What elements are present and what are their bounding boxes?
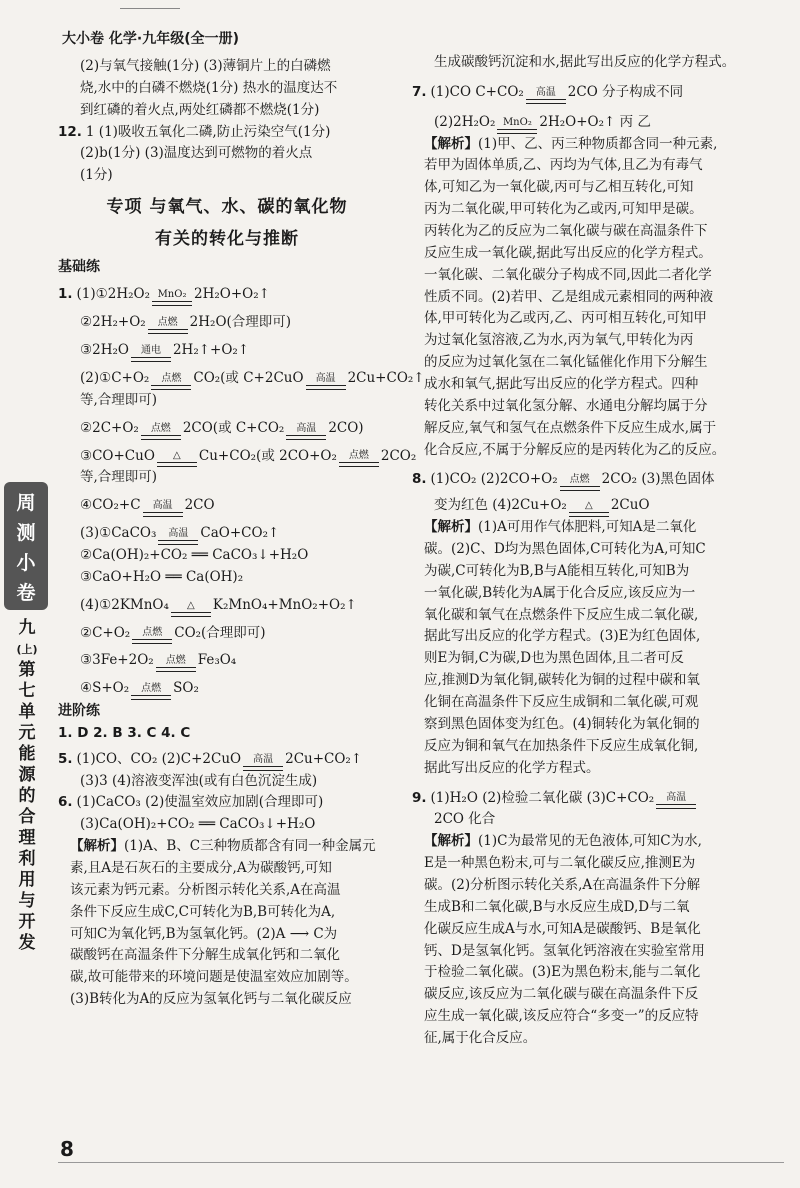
side-char: 第 xyxy=(18,660,36,680)
text-line: 等,合理即可) xyxy=(80,469,158,486)
question-number: 7. xyxy=(412,83,427,100)
reactants: (4)①2KMnO₄ xyxy=(80,596,169,613)
text-line: 一氧化碳、二氧化碳分子构成不同,因此二者化学 xyxy=(424,266,712,283)
text-line: (1)A、B、C三种物质都含有同一种金属元 xyxy=(124,838,376,855)
text-line: 氧化碳和氧气在点燃条件下反应生成二氧化碳, xyxy=(424,606,699,623)
products: 2Cu+CO₂↑ xyxy=(285,750,363,767)
section-title: 专项 与氧气、水、碳的氧化物 xyxy=(106,197,348,218)
products: 2CO₂ (3)黑色固体 xyxy=(601,471,715,488)
text-line: 体,可知乙为一氧化碳,丙可与乙相互转化,可知 xyxy=(424,179,694,196)
equation-line xyxy=(58,623,396,645)
products: 2Cu+CO₂↑ xyxy=(347,370,425,386)
equation-line xyxy=(58,678,396,700)
condition: 点燃 xyxy=(132,628,172,640)
condition: △ xyxy=(569,501,609,513)
equation-line xyxy=(412,82,784,104)
text-line: (1)A可用作气体肥料,可知A是二氧化 xyxy=(478,519,697,536)
side-char: 的 xyxy=(18,786,36,806)
text-line: 反应生成一氧化碳,据此写出反应的化学方程式。 xyxy=(424,244,712,261)
condition: 高温 xyxy=(286,424,326,436)
text-line: (2)与氧气接触(1分) (3)薄铜片上的白磷燃 xyxy=(80,58,331,74)
side-char: 九 xyxy=(18,618,36,638)
text-line: (1分) xyxy=(80,167,113,184)
condition: 高温 xyxy=(526,88,566,100)
reactants: ④CO₂+C xyxy=(80,497,141,514)
text-line: 2CO 化合 xyxy=(434,811,496,828)
text-line: 碳酸钙在高温条件下分解生成氧化钙和二氧化 xyxy=(70,947,340,964)
reactants: (1)H₂O (2)检验二氧化碳 (3)C+CO₂ xyxy=(430,789,655,806)
question-number: 8. xyxy=(412,471,427,488)
text-line: 反应为铜和氧气在加热条件下反应生成氧化铜, xyxy=(424,737,699,754)
equation-line xyxy=(58,495,396,517)
text-line: 烧,水中的白磷不燃烧(1分) 热水的温度达不 xyxy=(80,79,338,96)
text-line: 应生成一氧化碳,该反应符合“多变一”的反应特 xyxy=(424,1008,699,1025)
side-char: 元 xyxy=(18,723,36,743)
reactants: ③CO+CuO xyxy=(80,447,155,464)
reactants: ②2C+O₂ xyxy=(80,419,139,436)
side-tab-char: 测 xyxy=(16,522,36,544)
text-line: ②Ca(OH)₂+CO₂ ══ CaCO₃↓+H₂O xyxy=(80,547,309,564)
page-header: 大小卷 化学·九年级(全一册) xyxy=(62,31,239,47)
products: 2H₂O+O₂↑ 丙 乙 xyxy=(539,113,651,130)
side-char: 合 xyxy=(18,807,36,827)
side-tab-char: 周 xyxy=(16,492,36,514)
equation-line xyxy=(58,312,396,334)
condition: MnO₂ xyxy=(497,118,537,130)
products: 2CO(或 C+CO₂ xyxy=(182,419,285,436)
text-line: (3)B转化为A的反应为氢氧化钙与二氧化碳反应 xyxy=(70,991,352,1008)
condition: 高温 xyxy=(656,793,696,805)
text-line: 据此写出反应的化学方程式。 xyxy=(424,759,600,776)
side-char: 用 xyxy=(18,870,36,890)
left-column xyxy=(58,56,425,1011)
text-line: 的反应为过氧化氢在二氧化锰催化作用下分解生 xyxy=(424,354,708,371)
text-line: 据此写出反应的化学方程式。(3)E为红色固体, xyxy=(424,628,701,645)
condition: △ xyxy=(171,601,211,613)
products: CO₂(或 C+2CuO xyxy=(193,370,304,386)
side-tab xyxy=(4,482,48,610)
condition: 点燃 xyxy=(141,424,181,436)
reactants: ②C+O₂ xyxy=(80,624,131,641)
right-column xyxy=(412,52,784,1050)
side-char: (上) xyxy=(16,643,38,656)
equation-line xyxy=(58,340,396,362)
products: 2H₂O(合理即可) xyxy=(189,314,292,331)
answers-1-4: 1. D 2. B 3. C 4. C xyxy=(58,724,191,741)
text-line: 成水和氧气,据此写出反应的化学方程式。四种 xyxy=(424,376,699,393)
text-line: (3)Ca(OH)₂+CO₂ ══ CaCO₃↓+H₂O xyxy=(80,816,316,833)
products: CO₂(合理即可) xyxy=(174,624,266,641)
text-line: 碳。(2)分析图示转化关系,A在高温条件下分解 xyxy=(424,876,701,893)
question-number: 5. xyxy=(58,750,73,767)
analysis-label: 【解析】 xyxy=(424,833,478,850)
condition: △ xyxy=(157,451,197,463)
side-char: 单 xyxy=(18,702,36,722)
text-line: 察到黑色固体变为红色。(4)铜转化为氧化铜的 xyxy=(424,715,700,732)
equation-line xyxy=(412,788,784,810)
equation-line xyxy=(58,284,396,306)
question-6 xyxy=(58,792,396,814)
products: 2CO 分子构成不同 xyxy=(567,83,684,100)
equation-line xyxy=(58,418,396,440)
text-line: 1 (1)吸收五氧化二磷,防止污染空气(1分) xyxy=(85,123,331,140)
subheading-advanced: 进阶练 xyxy=(58,703,100,720)
products: 2H₂↑+O₂↑ xyxy=(172,342,250,359)
products: 2CuO xyxy=(610,497,650,514)
analysis-line xyxy=(412,831,784,853)
condition: 高温 xyxy=(158,529,198,541)
side-vertical-title xyxy=(10,618,44,954)
text-line: 碳反应,该反应为二氧化碳与碳在高温条件下反 xyxy=(424,986,699,1003)
text-line: 一氧化碳,B转化为A属于化合反应,该反应为一 xyxy=(424,584,696,601)
condition: 高温 xyxy=(243,755,283,767)
reactants: ②2H₂+O₂ xyxy=(80,314,146,331)
reactants: (2)①C+O₂ xyxy=(80,370,150,386)
text-line: ③CaO+H₂O ══ Ca(OH)₂ xyxy=(80,568,244,585)
side-char: 理 xyxy=(18,828,36,848)
question-number: 1. xyxy=(58,286,73,303)
question-12 xyxy=(58,122,396,144)
reactants: (1)CO₂ (2)2CO+O₂ xyxy=(430,471,558,488)
equation-line xyxy=(412,495,784,517)
equation-line xyxy=(58,595,396,617)
side-char: 发 xyxy=(18,933,36,953)
side-tab-char: 卷 xyxy=(16,582,36,604)
text-line: 化合反应,不属于分解反应的是丙转化为乙的反应。 xyxy=(424,441,726,458)
text-line: 该元素为钙元素。分析图示转化关系,A在高温 xyxy=(70,881,341,898)
text-line: (2)b(1分) (3)温度达到可燃物的着火点 xyxy=(80,145,313,162)
condition: 点燃 xyxy=(148,318,188,330)
text-line: 丙为二氧化碳,甲可转化为乙或丙,可知甲是碳。 xyxy=(424,201,703,218)
text-line: 为碳,C可转化为B,B与A能相互转化,可知B为 xyxy=(424,562,690,579)
analysis-label: 【解析】 xyxy=(424,135,478,152)
text-line: (1)甲、乙、丙三种物质都含同一种元素, xyxy=(478,135,718,152)
products: 2CO₂ xyxy=(380,447,417,464)
analysis-label: 【解析】 xyxy=(70,838,124,855)
text-line: (1)C为最常见的无色液体,可知C为水, xyxy=(478,833,702,850)
text-line: 可知C为氧化钙,B为氢氧化钙。(2)A ⟶ C为 xyxy=(70,925,338,942)
equation-line xyxy=(58,749,396,771)
reactants: (1)CO、CO₂ (2)C+2CuO xyxy=(76,750,242,767)
products: 2CO xyxy=(184,497,215,514)
equation-line xyxy=(58,368,425,390)
products: 2CO) xyxy=(328,419,364,436)
condition: 点燃 xyxy=(339,451,379,463)
equation-line xyxy=(58,523,396,545)
reactants: (1)①2H₂O₂ xyxy=(76,286,151,303)
reactants: ③3Fe+2O₂ xyxy=(80,652,154,669)
products: SO₂ xyxy=(173,680,199,697)
reactants: ③2H₂O xyxy=(80,342,129,359)
text-line: 素,且A是石灰石的主要成分,A为碳酸钙,可知 xyxy=(70,860,332,876)
products: Cu+CO₂(或 2CO+O₂ xyxy=(198,447,337,464)
text-line: 钙、D是氢氧化钙。氢氧化钙溶液在实验室常用 xyxy=(424,942,705,959)
condition: 高温 xyxy=(306,374,346,386)
text-line: 为过氧化氢溶液,乙为水,丙为氧气,甲转化为丙 xyxy=(424,332,694,349)
products: CaO+CO₂↑ xyxy=(200,525,280,542)
side-tab-char: 小 xyxy=(16,552,36,574)
text-line: 征,属于化合反应。 xyxy=(424,1029,537,1046)
subheading-basic: 基础练 xyxy=(58,258,100,275)
side-char: 七 xyxy=(18,681,36,701)
text-line: 应,推测D为氧化铜,碳转化为铜的过程中碳和氧 xyxy=(424,672,700,689)
text-line: 生成B和二氧化碳,B与水反应生成D,D与二氧 xyxy=(424,898,690,915)
text-line: (3)3 (4)溶液变浑浊(或有白色沉淀生成) xyxy=(80,772,318,789)
equation-line xyxy=(58,446,417,468)
side-char: 利 xyxy=(18,849,36,869)
page-number: 8 xyxy=(60,1137,74,1161)
section-subtitle: 有关的转化与推断 xyxy=(155,229,299,250)
condition: 点燃 xyxy=(131,684,171,696)
question-number: 6. xyxy=(58,794,73,811)
text-line: 转化关系中过氧化氢分解、水通电分解均属于分 xyxy=(424,397,708,414)
analysis-line xyxy=(412,134,784,156)
condition: 点燃 xyxy=(156,656,196,668)
question-number: 12. xyxy=(58,123,82,140)
text-line: 化碳反应生成A与水,可知A是碳酸钙、B是氧化 xyxy=(424,920,701,937)
condition: 通电 xyxy=(131,346,171,358)
reactants: (1)CO C+CO₂ xyxy=(430,83,524,100)
text-line: 体,甲可转化为乙或丙,乙、丙可相互转化,可知甲 xyxy=(424,310,707,327)
top-rule xyxy=(120,8,180,9)
side-char: 能 xyxy=(18,744,36,764)
products: 2H₂O+O₂↑ xyxy=(194,286,270,303)
text-line: 碳,故可能带来的环境问题是使温室效应加剧等。 xyxy=(70,969,358,986)
analysis-label: 【解析】 xyxy=(424,519,478,536)
side-char: 与 xyxy=(18,891,36,911)
equation-line xyxy=(412,469,784,491)
reactants: (3)①CaCO₃ xyxy=(80,525,157,542)
side-char: 开 xyxy=(18,912,36,932)
text-line: 于检验二氧化碳。(3)E为黑色粉末,能与二氧化 xyxy=(424,964,701,981)
text-line: 到红磷的着火点,两处红磷都不燃烧(1分) xyxy=(80,101,320,118)
condition: MnO₂ xyxy=(152,290,192,302)
equation-line xyxy=(58,650,396,672)
text-line: 条件下反应生成C,C可转化为B,B可转化为A, xyxy=(70,903,336,920)
side-char: 源 xyxy=(18,765,36,785)
text-line: 若甲为固体单质,乙、丙均为气体,且乙为有毒气 xyxy=(424,157,703,174)
text-line: E是一种黑色粉末,可与二氧化碳反应,推测E为 xyxy=(424,855,696,872)
analysis-line xyxy=(412,517,784,539)
condition: 点燃 xyxy=(151,374,191,386)
reactants: ④S+O₂ xyxy=(80,680,130,697)
text-line: (1)CaCO₃ (2)使温室效应加剧(合理即可) xyxy=(76,794,324,811)
text-line: 等,合理即可) xyxy=(80,391,158,408)
reactants: 变为红色 (4)2Cu+O₂ xyxy=(434,497,567,514)
text-line: 化铜在高温条件下反应生成铜和二氧化碳,可观 xyxy=(424,694,699,711)
analysis-line xyxy=(58,836,396,858)
products: Fe₃O₄ xyxy=(197,652,237,669)
equation-line xyxy=(412,112,784,134)
text-line: 解反应,氧气和氢气在点燃条件下反应生成水,属于 xyxy=(424,419,717,436)
condition: 高温 xyxy=(143,501,183,513)
condition: 点燃 xyxy=(560,475,600,487)
text-line: 丙转化为乙的反应为二氧化碳与碳在高温条件下 xyxy=(424,223,708,240)
text-line: 生成碳酸钙沉淀和水,据此写出反应的化学方程式。 xyxy=(434,54,736,70)
products: K₂MnO₄+MnO₂+O₂↑ xyxy=(212,596,357,613)
reactants: (2)2H₂O₂ xyxy=(434,113,496,130)
text-line: 碳。(2)C、D均为黑色固体,C可转化为A,可知C xyxy=(424,541,706,558)
question-number: 9. xyxy=(412,789,427,806)
bottom-rule xyxy=(58,1162,784,1163)
text-line: 性质不同。(2)若甲、乙是组成元素相同的两种液 xyxy=(424,288,714,305)
text-line: 则E为铜,C为碳,D也为黑色固体,且二者可反 xyxy=(424,650,684,667)
